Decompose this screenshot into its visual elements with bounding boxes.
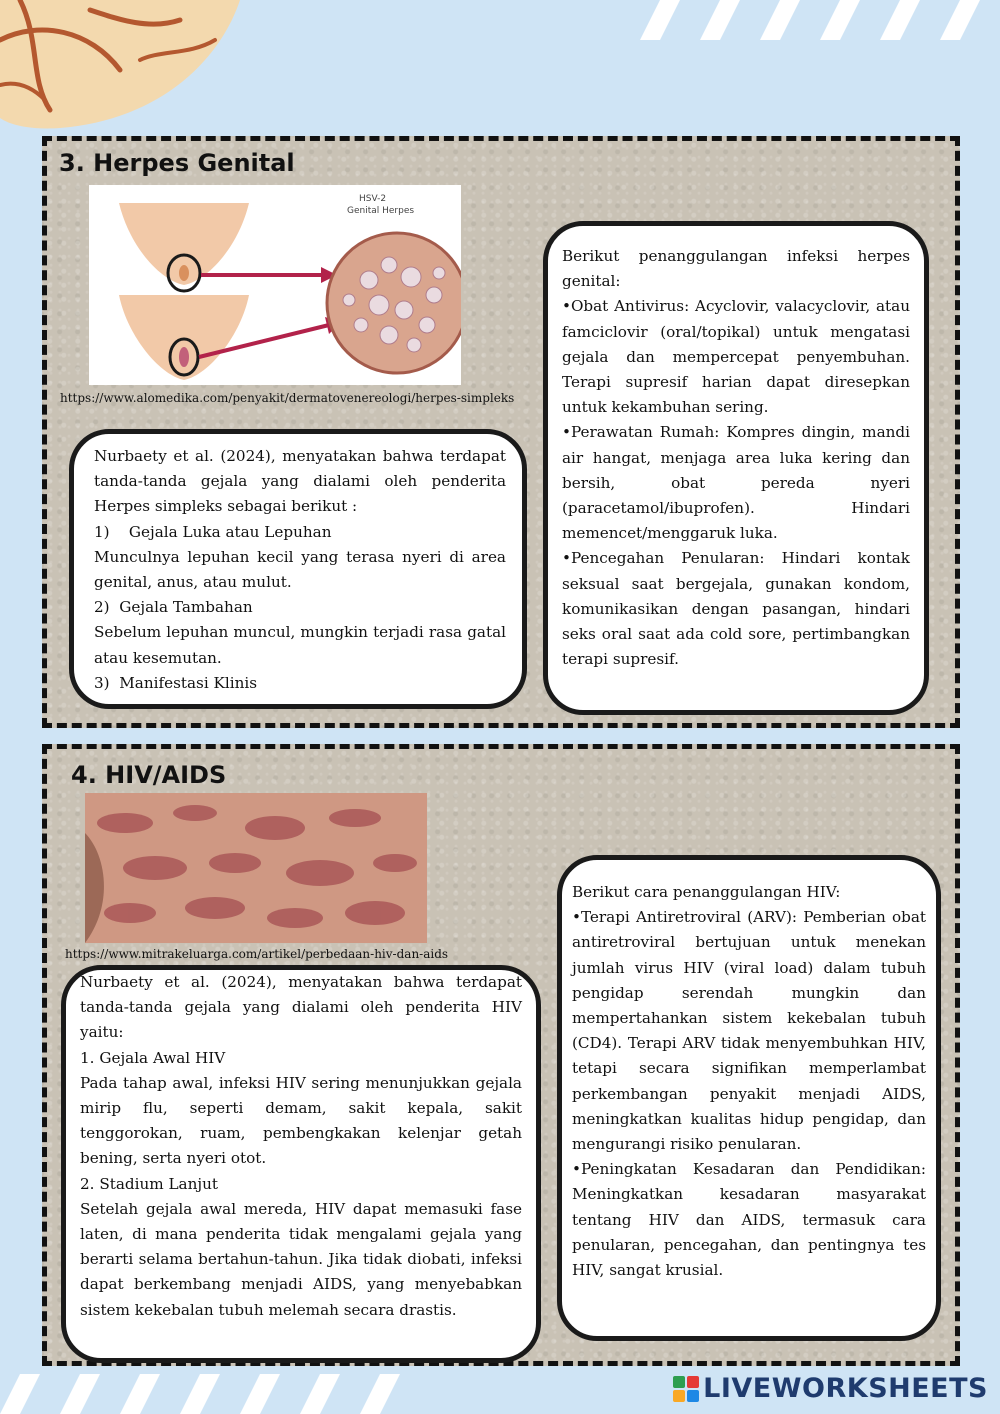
hiv-section [42, 744, 960, 1366]
treatment-card [543, 221, 929, 715]
treatment-intro: Berikut penanggulangan infeksi herpes genital: [562, 247, 910, 291]
treatment-card [557, 855, 941, 1341]
logo-icon [673, 1376, 699, 1402]
stripes-decoration-top [620, 0, 1000, 40]
image-source: https://www.mitrakeluarga.com/artikel/perbedaan-hiv-dan-aids [65, 947, 449, 961]
treatment-prevention: •Pencegahan Penularan: Hindari kontak seksual saat bergejala, gunakan kondom, komunikasikan dengan pasangan, hindari seks oral saat ada cold sore, pertimbangkan terapi supresif. [562, 549, 910, 669]
herpes-section [42, 136, 960, 728]
treatment-arv: •Terapi Antiretroviral (ARV): Pemberian obat antiretroviral bertujuan untuk menekan jumlah virus HIV (viral load) dalam tubuh pengidap serendah mungkin dan mempertahankan sistem kekebalan tubuh (CD4). Terapi ARV tidak menyembuhkan HIV, tetapi secara signifikan memperlambat perkembangan penyakit menjadi AIDS, meningkatkan kualitas hidup pengidap, dan mengurangi risiko penularan. [572, 908, 926, 1154]
treatment-intro: Berikut cara penanggulangan HIV: [572, 883, 841, 901]
stripes-decoration-bottom [0, 1370, 420, 1414]
liveworksheets-logo[interactable] [673, 1373, 988, 1404]
logo-text: LIVEWORKSHEETS [703, 1373, 988, 1404]
symptom-2-title: 2) Gejala Tambahan [94, 598, 253, 617]
figure-subtitle: Genital Herpes [347, 206, 415, 216]
treatment-education: •Peningkatan Kesadaran dan Pendidikan: Meningkatkan kesadaran masyarakat tentang HIV dan AIDS, termasuk cara penularan, pencegahan, dan pentingnya tes HIV, sangat krusial. [572, 1160, 926, 1280]
symptom-1-text: Munculnya lepuhan kecil yang terasa nyeri di area genital, anus, atau mulut. [94, 547, 506, 592]
symptom-2-text: Setelah gejala awal mereda, HIV dapat memasuki fase laten, di mana penderita tidak mengalami gejala yang berarti selama bertahun-tahun. Jika tidak diobati, infeksi dapat berkembang menjadi AIDS, yang menyebabkan sistem kekebalan tubuh melemah secara drastis. [80, 1199, 522, 1319]
herpes-illustration [89, 185, 461, 385]
symptom-3-title: 3) Manifestasi Klinis [94, 673, 258, 692]
treatment-antiviral: •Obat Antivirus: Acyclovir, valacyclovir, atau famciclovir (oral/topikal) untuk mengatasi gejala dan mempercepat penyembuhan. Terapi supresif harian dapat diresepkan untuk kekambuhan sering. [562, 297, 910, 417]
section-heading: 3. Herpes Genital [59, 149, 295, 177]
symptom-2-text: Sebelum lepuhan muncul, mungkin terjadi rasa gatal atau kesemutan. [94, 623, 506, 667]
symptoms-intro: Nurbaety et al. (2024), menyatakan bahwa terdapat tanda-tanda gejala yang dialami oleh penderita Herpes simpleks sebagai berikut : [94, 447, 506, 516]
symptom-1-text: Pada tahap awal, infeksi HIV sering menunjukkan gejala mirip flu, seperti demam, sakit kepala, sakit tenggorokan, ruam, pembengkakan kelenjar getah bening, serta nyeri otot. [80, 1073, 522, 1168]
figure-title: HSV-2 [359, 194, 387, 204]
symptom-1-title: 1) Gejala Luka atau Lepuhan [94, 522, 332, 541]
symptom-2-title: 2. Stadium Lanjut [80, 1174, 218, 1193]
symptoms-intro: Nurbaety et al. (2024), menyatakan bahwa terdapat tanda-tanda gejala yang dialami oleh penderita HIV yaitu: [80, 973, 522, 1042]
treatment-home-care: •Perawatan Rumah: Kompres dingin, mandi air hangat, menjaga area luka kering dan bersih, obat pereda nyeri (paracetamol/ibuprofen). Hindari memencet/menggaruk luka. [562, 423, 910, 543]
leaf-decoration [0, 0, 240, 130]
symptoms-card [69, 429, 527, 709]
image-source: https://www.alomedika.com/penyakit/dermatovenereologi/herpes-simpleks [60, 391, 515, 405]
hiv-rash-photo [85, 793, 427, 943]
symptom-1-title: 1. Gejala Awal HIV [80, 1048, 226, 1067]
section-heading: 4. HIV/AIDS [71, 761, 227, 789]
symptoms-card [61, 965, 541, 1363]
